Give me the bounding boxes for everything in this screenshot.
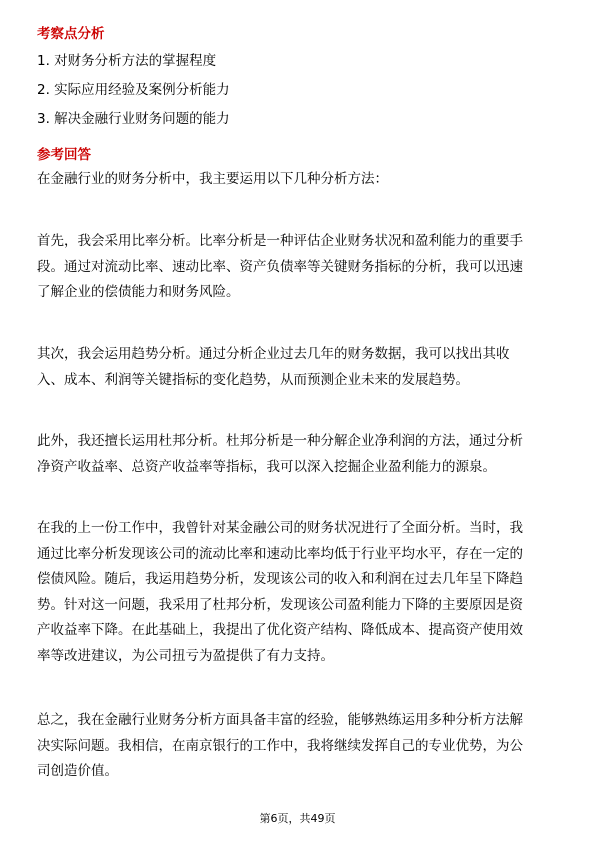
paragraph-line: 决实际问题。我相信，在南京银行的工作中，我将继续发挥自己的专业优势，为公	[37, 737, 523, 754]
answer-paragraph-ratio-analysis	[37, 229, 561, 306]
exam-point-item-3: 3. 解决金融行业财务问题的能力	[37, 111, 230, 127]
page-number: 第6页，共49页	[259, 812, 336, 825]
paragraph-line: 首先，我会采用比率分析。比率分析是一种评估企业财务状况和盈利能力的重要手	[37, 233, 523, 249]
paragraph-line: 司创造价值。	[37, 763, 118, 779]
paragraph-line: 在金融行业的财务分析中，我主要运用以下几种分析方法：	[37, 171, 388, 187]
paragraph-line: 偿债风险。随后，我运用趋势分析，发现该公司的收入和利润在过去几年呈下降趋	[37, 571, 523, 587]
answer-paragraph-conclusion	[37, 708, 561, 785]
paragraph-line: 在我的上一份工作中，我曾针对某金融公司的财务状况进行了全面分析。当时，我	[37, 520, 523, 536]
answer-heading: 参考回答	[37, 147, 91, 163]
paragraph-line: 此外，我还擅长运用杜邦分析。杜邦分析是一种分解企业净利润的方法，通过分析	[37, 433, 523, 449]
paragraph-line: 总之，我在金融行业财务分析方面具备丰富的经验，能够熟练运用多种分析方法解	[37, 712, 523, 728]
paragraph-line: 势。针对这一问题，我采用了杜邦分析，发现该公司盈利能力下降的主要原因是资	[37, 596, 523, 613]
exam-point-item-2: 2. 实际应用经验及案例分析能力	[37, 82, 230, 98]
paragraph-line: 产收益率下降。在此基础上，我提出了优化资产结构、降低成本、提高资产使用效	[37, 622, 523, 638]
paragraph-line: 其次，我会运用趋势分析。通过分析企业过去几年的财务数据，我可以找出其收	[37, 346, 510, 362]
answer-paragraph-case-study	[37, 516, 561, 669]
exam-points-heading: 考察点分析	[37, 26, 105, 42]
exam-point-item-1: 1. 对财务分析方法的掌握程度	[37, 53, 217, 69]
paragraph-line: 净资产收益率、总资产收益率等指标，我可以深入挖掘企业盈利能力的源泉。	[37, 458, 496, 475]
answer-paragraph-trend-analysis	[37, 342, 561, 393]
answer-paragraph-dupont-analysis	[37, 429, 561, 480]
paragraph-line: 入、成本、利润等关键指标的变化趋势，从而预测企业未来的发展趋势。	[37, 371, 469, 388]
paragraph-line: 段。通过对流动比率、速动比率、资产负债率等关键财务指标的分析，我可以迅速	[37, 258, 523, 275]
paragraph-line: 率等改进建议，为公司扭亏为盈提供了有力支持。	[37, 647, 334, 664]
paragraph-line: 通过比率分析发现该公司的流动比率和速动比率均低于行业平均水平，存在一定的	[37, 545, 523, 562]
paragraph-line: 了解企业的偿债能力和财务风险。	[37, 284, 240, 300]
answer-paragraph-intro	[37, 167, 561, 193]
